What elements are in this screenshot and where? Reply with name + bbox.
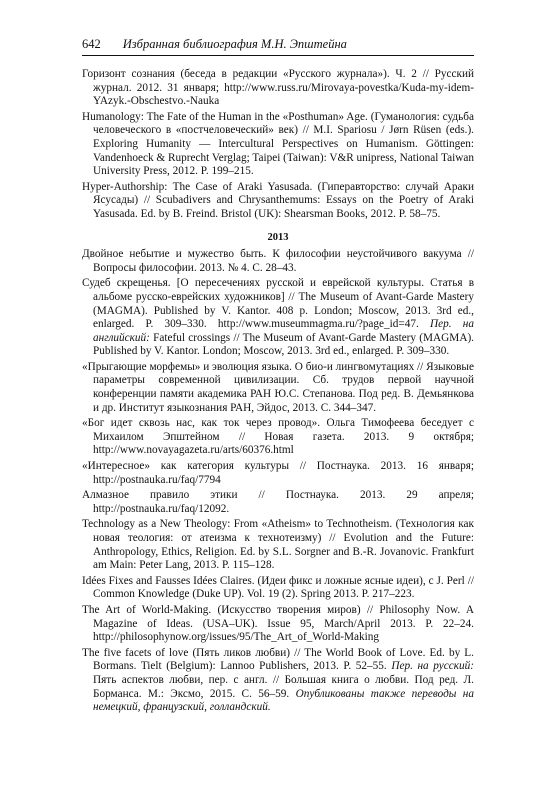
entry-text: Алмазное правило этики // Постнаука. 2013. 29 апреля; http://postnauka.ru/faq/12092. xyxy=(82,489,474,515)
bibliography-entry xyxy=(82,518,474,572)
entry-text: The five facets of love (Пять ликов любви) // The World Book of Love. Ed. by L. Bormans. Tielt (Belgium): Lannoo Publishers, 2013. P. 52–55. xyxy=(82,646,474,673)
bibliography-entry xyxy=(82,181,474,222)
entry-text: Двойное небытие и мужество быть. К философии неустойчивого вакуума // Вопросы философии. 2013. № 4. С. 28–43. xyxy=(82,248,474,274)
running-title: Избранная библиография М.Н. Эпштейна xyxy=(122,37,347,51)
entry-text: «Прыгающие морфемы» и эволюция языка. О био-и лингвомутациях // Языковые параметры современной цивилизации. Сб. трудов первой научной конференции памяти академика РАН Ю.С. Степанова. Под ред. В. Демьянкова и др. Институт языкознания РАН, Эйдос, 2013. С. 344–347. xyxy=(82,360,474,414)
entries-2013 xyxy=(82,248,474,715)
entry-text: Горизонт сознания (беседа в редакции «Русского журнала»). Ч. 2 // Русский журнал. 2012. 31 января; http://www.russ.ru/Mirovaya-povestka/Kuda-my-idem-YAzyk.-Obschestvo.-Nauka xyxy=(82,68,474,108)
entry-italic-text: Опубликованы также переводы на немецкий, французский, голландский. xyxy=(93,687,474,714)
entry-text: Technology as a New Theology: From «Atheism» to Technotheism. (Технология как новая теология: от атеизма к технотеизму) // Evolution and the Future: Anthropology, Ethics, Religion. Ed. by S.L. Sorgner and B.-R. Jovanovic. Frankfurt am Main: Peter Lang, 2013. P. 115–128. xyxy=(82,518,474,572)
bibliography-entry xyxy=(82,460,474,487)
bibliography-entry xyxy=(82,647,474,715)
bibliography-entry xyxy=(82,575,474,602)
page-number: 642 xyxy=(82,37,101,51)
entry-text: Idées Fixes and Fausses Idées Claires. (Идеи фикс и ложные ясные идеи), с J. Perl // Common Knowledge (Duke UP). Vol. 19 (2). Spring 2013. P. 217–223. xyxy=(82,574,474,601)
entry-italic-text: Пер. на английский: xyxy=(93,318,474,344)
entry-text: Пять аспектов любви, пер. с англ. // Большая книга о любви. Под ред. Л. Борманса. М.: Эксмо, 2015. С. 56–59. xyxy=(93,673,474,700)
entries-2012-continued xyxy=(82,68,474,222)
bibliography-entry xyxy=(82,248,474,275)
bibliography-entry xyxy=(82,277,474,359)
entry-text: Судеб скрещенья. [О пересечениях русской и еврейской культуры. Статья в альбоме русско-еврейских художников] // The Museum of Avant-Garde Mastery (MAGMA). Published by V. Kantor. 408 p. London; Moscow, 2013. 3rd ed., enlarged. P. 309–330. http://www.museummagma.ru/?page_id=47. xyxy=(82,277,474,331)
entry-italic-text: Пер. на русский: xyxy=(391,660,474,673)
bibliography-entry xyxy=(82,111,474,179)
entry-text: Fateful crossings // The Museum of Avant-Garde Mastery (MAGMA). Published by V. Kantor. London; Moscow, 2013. 3rd ed., enlarged. P. 309–330. xyxy=(93,331,474,358)
entry-text: «Интересное» как категория культуры // Постнаука. 2013. 16 января; http://postnauka.ru/faq/7794 xyxy=(82,460,474,486)
bibliography-entry xyxy=(82,604,474,645)
entry-text: The Art of World-Making. (Искусство творения миров) // Philosophy Now. A Magazine of Ideas. (USA–UK). Issue 95, March/April 2013. P. 22–24. http://philosophynow.org/issues/95/The_Art_of_World-Making xyxy=(82,603,474,644)
bibliography-entry xyxy=(82,417,474,458)
year-heading-2013: 2013 xyxy=(267,231,289,243)
bibliography-entry xyxy=(82,361,474,415)
bibliography-entry xyxy=(82,489,474,516)
header-rule xyxy=(82,55,474,56)
entry-text: Hyper-Authorship: The Case of Araki Yasusada. (Гиперавторство: случай Араки Ясусады) // Scubadivers and Chrysanthemums: Essays on the Poetry of Araki Yasusada. Ed. by B. Freind. Bristol (UK): Shearsman Books, 2012. P. 58–75. xyxy=(82,180,474,220)
bibliography-content xyxy=(82,68,474,717)
running-header xyxy=(82,36,474,52)
bibliography-entry xyxy=(82,68,474,109)
entry-text: «Бог идет сквозь нас, как ток через провод». Ольга Тимофеева беседует с Михаилом Эпштейном // Новая газета. 2013. 9 октября; http://www.novayagazeta.ru/arts/60376.html xyxy=(82,417,474,457)
entry-text: Humanology: The Fate of the Human in the «Posthuman» Age. (Гуманология: судьба человеческого в «постчеловечеcкий» век) // M.I. Spariosu / Jørn Rüsen (eds.). Exploring Humanity — Intercultural Perspectives on Humanism. Göttingen: Vandenhoeck & Ruprecht Verglag; Taipei (Taiwan): V&R unipress, National Taiwan University Press, 2012. P. 199–215. xyxy=(82,110,474,178)
